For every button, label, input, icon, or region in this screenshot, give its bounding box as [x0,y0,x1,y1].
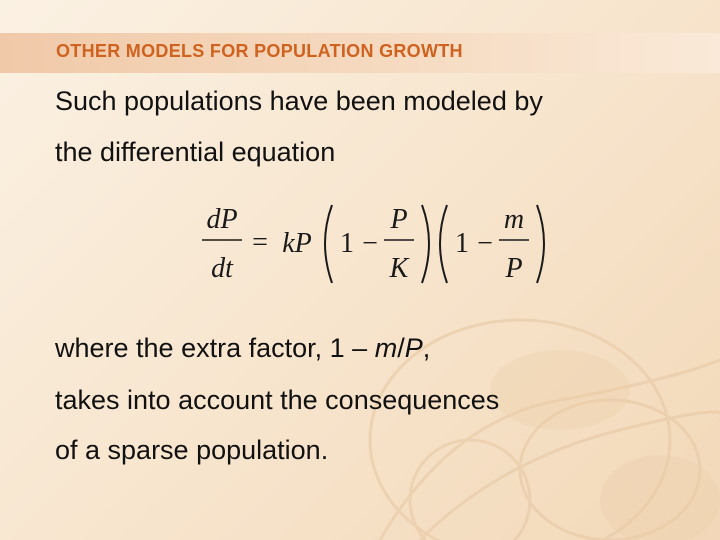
left-paren-2 [440,205,447,283]
explanation-prefix: where the extra factor, 1 – [55,333,375,363]
lhs-denominator: dt [211,253,233,284]
explanation-comma: , [422,333,431,363]
frac1-numerator: P [390,204,408,235]
one-b: 1 [455,228,469,259]
explanation-line-1 [55,333,430,364]
intro-line-2: the differential equation [55,137,336,167]
frac2-numerator: m [503,204,525,235]
coefficient-kP: kP [282,228,312,259]
lhs-numerator: dP [206,204,238,235]
one-a: 1 [340,228,354,259]
frac1-denominator: K [389,253,409,284]
explanation-slash: / [397,333,405,363]
left-paren-1 [325,205,332,283]
slide-title: OTHER MODELS FOR POPULATION GROWTH [56,41,463,61]
minus-a: − [362,228,378,259]
differential-equation [190,195,560,295]
right-paren-2 [537,205,544,283]
explanation-P: P [404,333,423,363]
explanation-line-2: takes into account the consequences [55,385,500,415]
frac2-denominator: P [505,253,523,284]
right-paren-1 [422,205,429,283]
intro-line-1: Such populations have been modeled by [55,86,543,116]
minus-b: − [477,228,493,259]
explanation-m: m [374,333,398,363]
equals-sign: = [252,227,268,258]
explanation-line-3: of a sparse population. [55,435,329,465]
